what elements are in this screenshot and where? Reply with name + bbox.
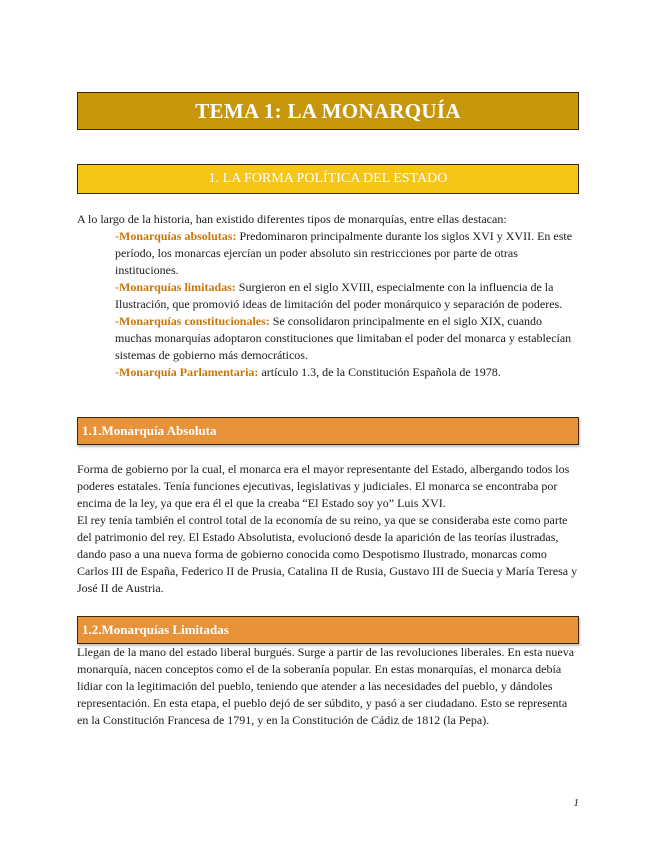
item-text: Se consolidaron principalmente en el siglo XIX, cuando muchas monarquías adoptaron constituciones que limitaban el poder del monarca y establecían sistemas de gobierno más democráticos. [115,314,572,362]
monarchy-type-item [77,228,579,279]
monarchy-type-item [77,313,579,364]
document-title-box [77,92,579,130]
monarchy-type-item [77,364,579,381]
subsection-heading: 1.2.Monarquías Limitadas [82,622,229,637]
document-title: TEMA 1: LA MONARQUÍA [195,98,461,123]
section-heading: 1. LA FORMA POLÍTICA DEL ESTADO [208,171,448,186]
subsection-heading-box [77,616,579,644]
page-number: 1 [573,797,579,809]
item-term: -Monarquías limitadas: [115,280,236,294]
paragraph: Llegan de la mano del estado liberal burgués. Surge a partir de las revoluciones liberales. En esta nueva monarquía, nacen conceptos como el de la soberanía popular. En estas monarquías, el monarca debía lidiar con la legitimación del pueblo, teniendo que atender a las necesidades del pueblo, y dándoles representación. En esta etapa, el pueblo dejó de ser súbdito, y pasó a ser ciudadano. Esto se representa en la Constitución Francesa de 1791, y en la Constitución de Cádiz de 1812 (la Pepa). [77,645,575,727]
item-text: Surgieron en el siglo XVIII, especialmente con la influencia de la Ilustración, que promovió ideas de limitación del poder monárquico y separación de poderes. [115,280,563,311]
section-body [77,211,579,381]
subsection-heading: 1.1.Monarquía Absoluta [82,423,217,438]
subsection-body [77,461,579,597]
item-term: -Monarquías constitucionales: [115,314,270,328]
section-heading-box [77,164,579,194]
section-intro: A lo largo de la historia, han existido diferentes tipos de monarquías, entre ellas destacan: [77,212,507,226]
paragraph: El rey tenía también el control total de la economía de su reino, ya que se consideraba este como parte del patrimonio del rey. El Estado Absolutista, evolucionó desde la aparición de las teorías ilustradas, dando paso a una nueva forma de gobierno conocida como Despotismo Ilustrado, monarcas como Carlos III de España, Federico II de Prusia, Catalina II de Rusia, Gustavo III de Suecia y María Teresa y José II de Austria. [77,513,578,595]
item-term: -Monarquía Parlamentaria: [115,365,259,379]
item-term: -Monarquías absolutas: [115,229,237,243]
subsection-heading-box [77,417,579,445]
paragraph: Forma de gobierno por la cual, el monarca era el mayor representante del Estado, albergando todos los poderes estatales. Tenía funciones ejecutivas, legislativas y judiciales. El monarca se encontraba por encima de la ley, ya que era él el que la creaba “El Estado soy yo” Luis XVI. [77,462,570,510]
subsection-body [77,644,579,729]
monarchy-type-item [77,279,579,313]
item-text: Predominaron principalmente durante los siglos XVI y XVII. En este período, los monarcas ejercían un poder absoluto sin restricciones por parte de otras instituciones. [115,229,573,277]
item-text: artículo 1.3, de la Constitución Española de 1978. [258,365,501,379]
